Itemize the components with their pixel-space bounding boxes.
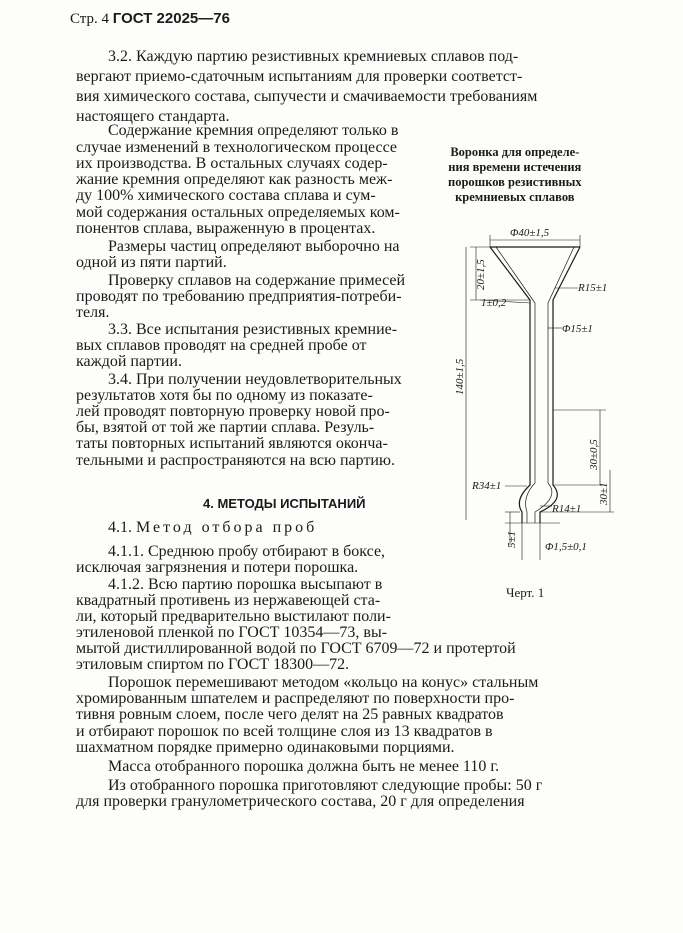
text-line: каждой партии. (76, 353, 182, 370)
text-line: жание кремния определяют как разность меж- (76, 171, 393, 188)
dim-wall: 1±0,2 (481, 297, 507, 309)
text-line: их производства. В остальных случаях содер- (76, 155, 388, 172)
text-line: шахматном порядке примерно одинаковыми порциями. (76, 739, 455, 756)
dim-nozzle-height: 5±1 (506, 530, 518, 548)
text-line: Размеры частиц определяют выборочно на (108, 238, 400, 255)
text-line: вых сплавов проводят на средней пробе от (76, 337, 367, 354)
text-line: 4.1.1. Среднюю пробу отбирают в боксе, (108, 543, 386, 560)
text-line: этиловым спиртом по ГОСТ 18300—72. (76, 656, 350, 673)
text-line: проводят по требованию предприятия-потреби- (76, 288, 402, 305)
text-line: квадратный противень из нержавеющей ста- (76, 592, 381, 609)
text-line: 3.2. Каждую партию резистивных кремниевых сплавов под- (108, 48, 519, 65)
text-line: 3.3. Все испытания резистивных кремние- (108, 321, 398, 338)
text-line: таты повторных испытаний являются оконча- (76, 435, 388, 452)
section-title: 4. МЕТОДЫ ИСПЫТАНИЙ (203, 496, 366, 511)
dim-tube-diameter: Φ15±1 (562, 323, 593, 335)
caption-line: Воронка для определе- (450, 145, 580, 159)
dim-total-height: 140±1,5 (454, 358, 466, 395)
text-line: лей проводят повторную проверку новой про- (76, 403, 390, 420)
dim-bottom-height: 30±1 (598, 482, 610, 505)
text-line: тельными и распространяются на всю партию. (76, 452, 395, 469)
text-line: вия химического состава, сыпучести и смачиваемости требованиям (76, 88, 538, 105)
text-line: мытой дистиллированной водой по ГОСТ 6709—72 и протертой (76, 640, 516, 657)
text-line: Порошок перемешивают методом «кольцо на конус» стальным (108, 674, 539, 691)
page-number: Стр. 4 (70, 11, 110, 27)
text-line: и отбирают порошок по всей толщине слоя из 13 квадратов в (76, 723, 493, 740)
caption-line: кремниевых сплавов (455, 190, 575, 204)
text-line: тивня ровным слоем, после чего делят на 25 равных квадратов (76, 706, 504, 723)
text-line: ду 100% химического состава сплава и сум- (76, 187, 376, 204)
dim-radius-top: R15±1 (578, 282, 608, 294)
text-line: Содержание кремния определяют только в (108, 122, 399, 139)
text-line: 3.4. При получении неудовлетворительных (108, 371, 402, 388)
text-line: вергают приемо-сдаточным испытаниям для проверки соответст- (76, 68, 523, 85)
dim-nozzle-diameter: Φ1,5±0,1 (545, 541, 587, 553)
text-line: одной из пяти партий. (76, 254, 227, 271)
standard-number: ГОСТ 22025—76 (112, 10, 230, 27)
text-line: исключая загрязнения и потери порошка. (76, 559, 359, 576)
text-line: настоящего стандарта. (76, 108, 230, 125)
text-line: результатов хотя бы по одному из показате- (76, 387, 373, 404)
text-line: для проверки гранулометрического состава, 20 г для определения (76, 793, 525, 810)
text-line: случае изменений в технологическом процессе (76, 139, 398, 156)
funnel-right-wall (540, 247, 580, 523)
dim-lower-height: 30±0,5 (588, 439, 600, 470)
subsection-title: Метод отбора проб (136, 519, 318, 536)
text-line: бы, взятой от той же партии сплава. Резуль- (76, 419, 375, 436)
text-line: мой содержания остальных определяемых ком- (76, 204, 400, 221)
text-line: Проверку сплавов на содержание примесей (108, 272, 406, 289)
dim-radius-14: R14±1 (552, 503, 582, 515)
figure-label: Черт. 1 (506, 585, 545, 600)
dim-cone-height: 20±1,5 (475, 259, 487, 290)
text-line: хромированным шпателем и распределяют по поверхности про- (76, 690, 515, 707)
text-line: понентов сплава, выраженную в процентах. (76, 220, 376, 237)
caption-line: порошков резистивных (448, 175, 582, 189)
dim-top-diameter: Φ40±1,5 (510, 227, 550, 239)
text-line: 4.1.2. Всю партию порошка высыпают в (108, 576, 383, 593)
text-line: ли, который предварительно выстилают поли- (76, 608, 391, 625)
dim-radius-34: R34±1 (472, 480, 502, 492)
text-line: этиленовой пленкой по ГОСТ 10354—73, вы- (76, 624, 388, 641)
text-line: Из отобранного порошка приготовляют следующие пробы: 50 г (108, 777, 543, 794)
subsection-number: 4.1. (108, 519, 132, 536)
text-line: теля. (76, 304, 110, 321)
text-line: Масса отобранного порошка должна быть не менее 110 г. (108, 758, 500, 775)
caption-line: ния времени истечения (448, 160, 582, 174)
